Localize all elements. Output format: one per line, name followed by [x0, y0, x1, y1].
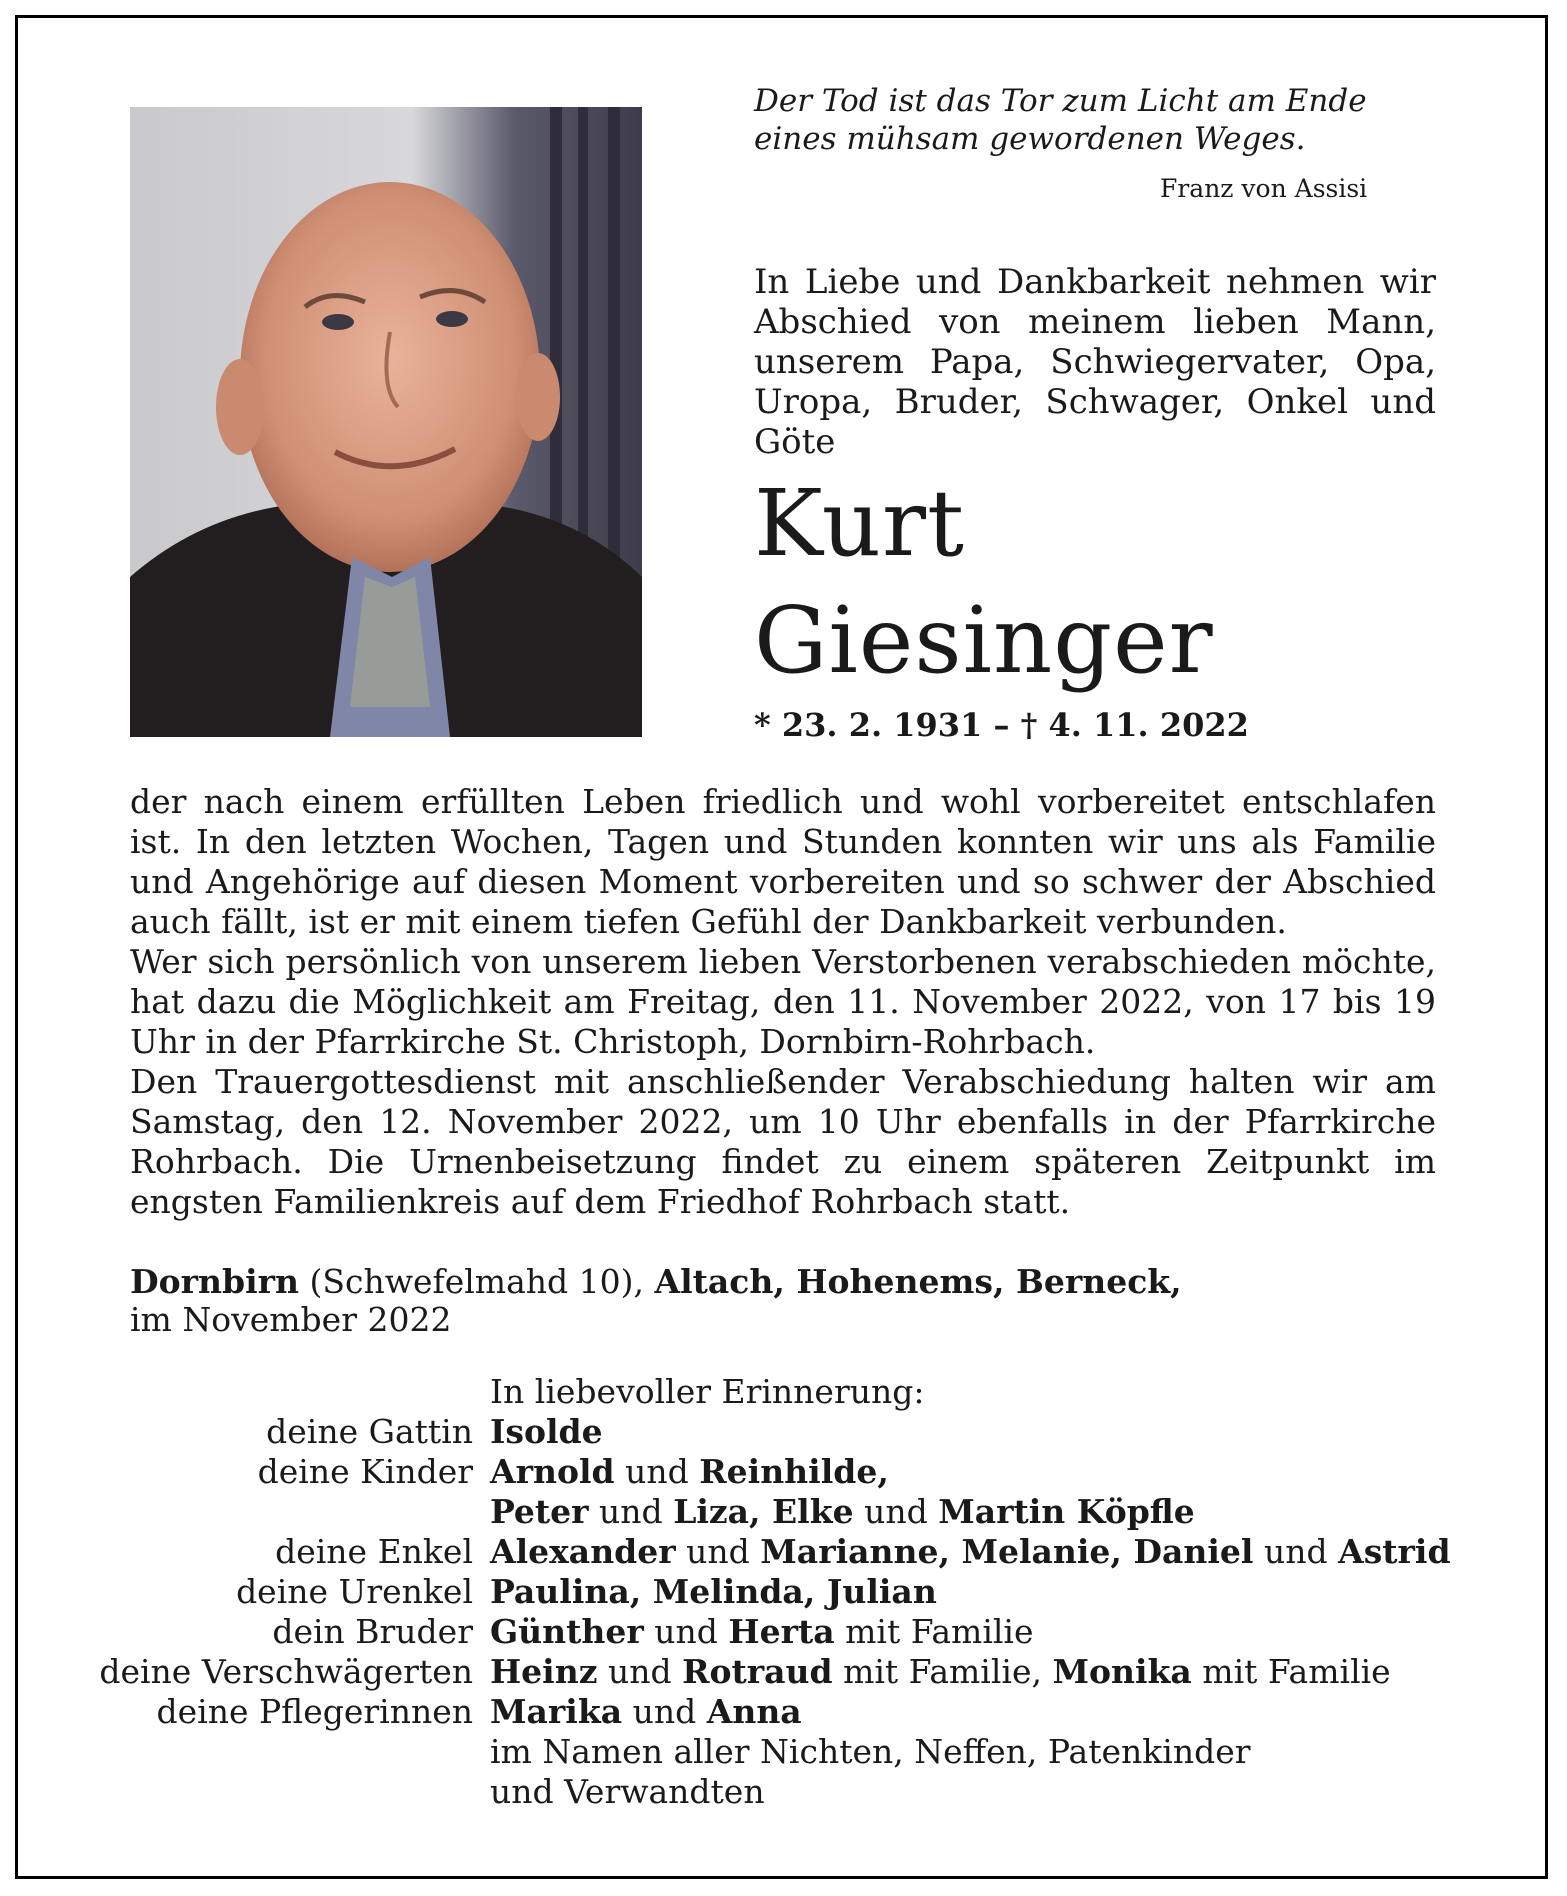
closing-line: im Namen aller Nichten, Neffen, Patenkinder [490, 1732, 1251, 1771]
mourner-row [75, 1572, 1505, 1612]
body-paragraph: Den Trauergottesdienst mit anschließender Verabschiedung halten wir am Samstag, den 12. November 2022, um 10 Uhr ebenfalls in der Pfarrkirche Rohrbach. Die Urnenbeisetzung findet zu einem späteren Zeitpunkt im engsten Familienkreis auf dem Friedhof Rohrbach statt. [130, 1062, 1436, 1221]
connector: und [622, 1692, 707, 1731]
life-dates: * 23. 2. 1931 – † 4. 11. 2022 [754, 706, 1249, 744]
obituary-body [130, 782, 1436, 1222]
relation-label: deine Pflegerinnen [156, 1692, 473, 1731]
body-paragraph: Wer sich persönlich von unserem lieben Verstorbenen verabschieden möchte, hat dazu die Möglichkeit am Freitag, den 11. November 2022, von 17 bis 19 Uhr in der Pfarrkirche St. Christoph, Dornbirn-Rohrbach. [130, 942, 1436, 1061]
quote-author: Franz von Assisi [1160, 174, 1368, 203]
mourner-name: Rotraud [682, 1652, 833, 1691]
relation-label: deine Urenkel [236, 1572, 473, 1611]
relation-label: deine Kinder [257, 1452, 473, 1491]
mourner-name: Martin Köpfle [938, 1492, 1195, 1531]
address: (Schwefelmahd 10), [309, 1262, 644, 1301]
first-name: Kurt [754, 470, 965, 577]
closing-row [75, 1772, 1505, 1812]
mourner-row [75, 1612, 1505, 1652]
quote [754, 82, 1444, 158]
mourner-name: Günther [490, 1612, 644, 1651]
relation-label: deine Gattin [266, 1412, 473, 1451]
place-dornbirn: Dornbirn [130, 1262, 299, 1301]
relation-label: deine Enkel [275, 1532, 473, 1571]
quote-line-1: Der Tod ist das Tor zum Licht am Ende [754, 83, 1367, 119]
connector: mit Familie, [832, 1652, 1053, 1691]
intro-text: In Liebe und Dankbarkeit nehmen wir Abschied von meinem lieben Mann, unserem Papa, Schwiegervater, Opa, Uropa, Bruder, Schwager, Onkel und Göte [754, 262, 1436, 462]
connector: und [643, 1612, 729, 1651]
connector: mit Familie [1191, 1652, 1391, 1691]
mourner-name: Liza, Elke [673, 1492, 854, 1531]
mourner-name: Alexander [490, 1532, 676, 1571]
mourner-row [75, 1492, 1505, 1532]
mourner-row [75, 1652, 1505, 1692]
mourner-name: Anna [706, 1692, 802, 1731]
mourner-row [75, 1452, 1505, 1492]
last-name: Giesinger [754, 587, 1214, 694]
mourner-name: Herta [728, 1612, 835, 1651]
mourner-row [75, 1692, 1505, 1732]
portrait-photo [130, 107, 642, 737]
mourner-name: Monika [1052, 1652, 1192, 1691]
connector: mit Familie [834, 1612, 1034, 1651]
closing-line: und Verwandten [490, 1772, 765, 1811]
mourner-name: Reinhilde, [699, 1452, 889, 1491]
mourner-name: Peter [490, 1492, 589, 1531]
mourner-name: Arnold [490, 1452, 615, 1491]
mourner-row [75, 1412, 1505, 1452]
connector: und [853, 1492, 939, 1531]
mourner-name: Isolde [490, 1412, 603, 1451]
connector: und [597, 1652, 683, 1691]
relation-label: deine Verschwägerten [99, 1652, 473, 1691]
mourners-list [75, 1372, 1505, 1812]
mourner-row [75, 1532, 1505, 1572]
mourner-name: Marianne, Melanie, Daniel [760, 1532, 1254, 1571]
closing-row [75, 1732, 1505, 1772]
other-places: Altach, Hohenems, Berneck, [654, 1262, 1182, 1301]
quote-line-2: eines mühsam gewordenen Weges. [754, 121, 1306, 157]
mourner-name: Paulina, Melinda, Julian [490, 1572, 937, 1611]
mourners-heading: In liebevoller Erinnerung: [490, 1372, 925, 1411]
deceased-name [754, 465, 1214, 699]
connector: und [588, 1492, 674, 1531]
places [130, 1263, 1436, 1339]
connector: und [675, 1532, 761, 1571]
connector: und [1253, 1532, 1339, 1571]
mourner-name: Marika [490, 1692, 623, 1731]
body-paragraph: der nach einem erfüllten Leben friedlich und wohl vorbereitet entschlafen ist. In den letzten Wochen, Tagen und Stunden konnten wir uns als Familie und Angehörige auf diesen Moment vorbereiten und so schwer der Abschied auch fällt, ist er mit einem tiefen Gefühl der Dankbarkeit verbunden. [130, 782, 1436, 941]
date-line: im November 2022 [130, 1300, 452, 1339]
relation-label: dein Bruder [272, 1612, 473, 1651]
connector: und [614, 1452, 700, 1491]
mourner-name: Heinz [490, 1652, 598, 1691]
mourner-name: Astrid [1338, 1532, 1451, 1571]
